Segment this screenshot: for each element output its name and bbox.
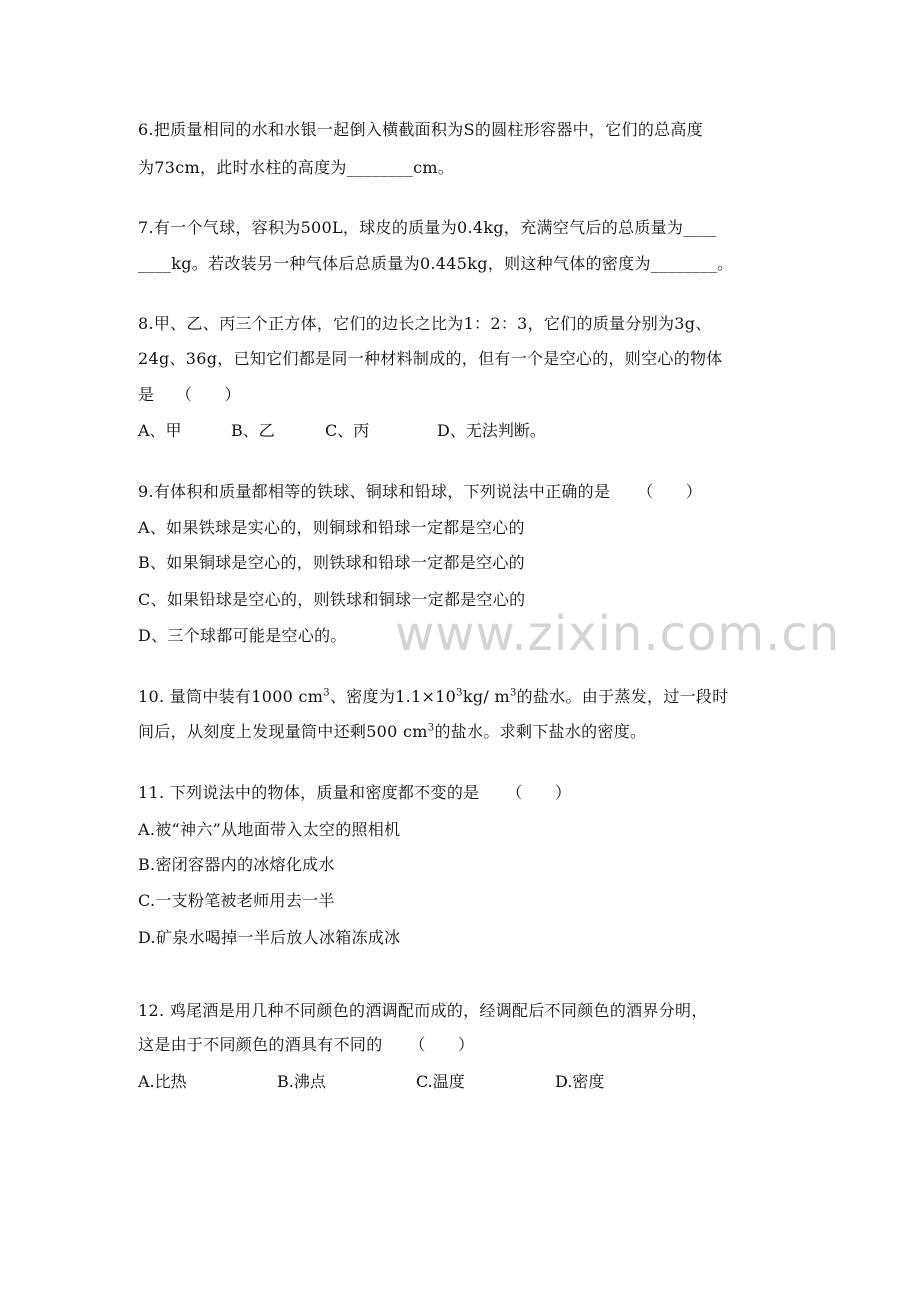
q8-line1: 8.甲、乙、丙三个正方体，它们的边长之比为1：2：3，它们的质量分别为3g、 [138, 314, 712, 333]
q11-option-b: B.密闭容器内的冰熔化成水 [138, 855, 335, 874]
q10-text-1b: 、密度为1.1×10 [329, 687, 457, 706]
q9-option-d: D、三个球都可能是空心的。 [138, 626, 347, 645]
q10-text-1d: 的盐水。由于蒸发，过一段时 [516, 687, 729, 706]
q12-line1: 12. 鸡尾酒是用几种不同颜色的酒调配而成的，经调配后不同颜色的酒界分明， [138, 1001, 708, 1020]
q10-line1 [138, 686, 729, 708]
q11-stem: 11. 下列说法中的物体，质量和密度都不变的是 （ ） [138, 783, 572, 802]
q10-sup-1: 3 [323, 687, 330, 699]
q7-line1: 7.有一个气球，容积为500L，球皮的质量为0.4kg，充满空气后的总质量为____ [138, 218, 717, 237]
q10-text-2b: 的盐水。求剩下盐水的密度。 [434, 722, 647, 741]
q8-option-b: B、乙 [231, 421, 275, 440]
q11-option-d: D.矿泉水喝掉一半后放人冰箱冻成冰 [138, 928, 401, 947]
q12-option-b: B.沸点 [277, 1072, 326, 1091]
q11-option-c: C.一支粉笔被老师用去一半 [138, 891, 335, 910]
q8-option-d: D、无法判断。 [437, 421, 546, 440]
q6-line2: 为73cm，此时水柱的高度为________cm。 [138, 158, 455, 177]
q7-line2: ____kg。若改装另一种气体后总质量为0.445kg，则这种气体的密度为________。 [138, 254, 734, 273]
q9-option-c: C、如果铅球是空心的，则铁球和铜球一定都是空心的 [138, 590, 526, 609]
watermark: www.zixin.com.cn [395, 606, 841, 662]
q8-line3: 是 （ ） [138, 385, 241, 404]
q6-line1: 6.把质量相同的水和水银一起倒入横截面积为S的圆柱形容器中，它们的总高度 [138, 120, 704, 139]
q9-stem: 9.有体积和质量都相等的铁球、铜球和铅球，下列说法中正确的是 （ ） [138, 482, 703, 501]
q9-option-b: B、如果铜球是空心的，则铁球和铅球一定都是空心的 [138, 553, 525, 572]
q10-sup-4: 3 [427, 722, 435, 734]
q12-line2: 这是由于不同颜色的酒具有不同的 （ ） [138, 1035, 475, 1054]
q8-option-c: C、丙 [325, 421, 370, 440]
q10-text-1c: kg/ m [462, 687, 510, 706]
q10-line2 [138, 721, 646, 743]
q10-sup-2: 3 [456, 687, 463, 699]
q12-option-a: A.比热 [138, 1072, 187, 1091]
q11-option-a: A.被“神六”从地面带入太空的照相机 [138, 820, 401, 839]
q10-text-2a: 间后，从刻度上发现量筒中还剩500 cm [138, 722, 428, 741]
q12-option-d: D.密度 [555, 1072, 605, 1091]
q10-text-1a: 10. 量筒中装有1000 cm [138, 687, 324, 706]
q12-option-c: C.温度 [416, 1072, 465, 1091]
q8-line2: 24g、36g，已知它们都是同一种材料制成的，但有一个是空心的，则空心的物体 [138, 349, 723, 368]
q8-option-a: A、甲 [138, 421, 182, 440]
q9-option-a: A、如果铁球是实心的，则铜球和铅球一定都是空心的 [138, 518, 525, 537]
q10-sup-3: 3 [509, 687, 517, 699]
